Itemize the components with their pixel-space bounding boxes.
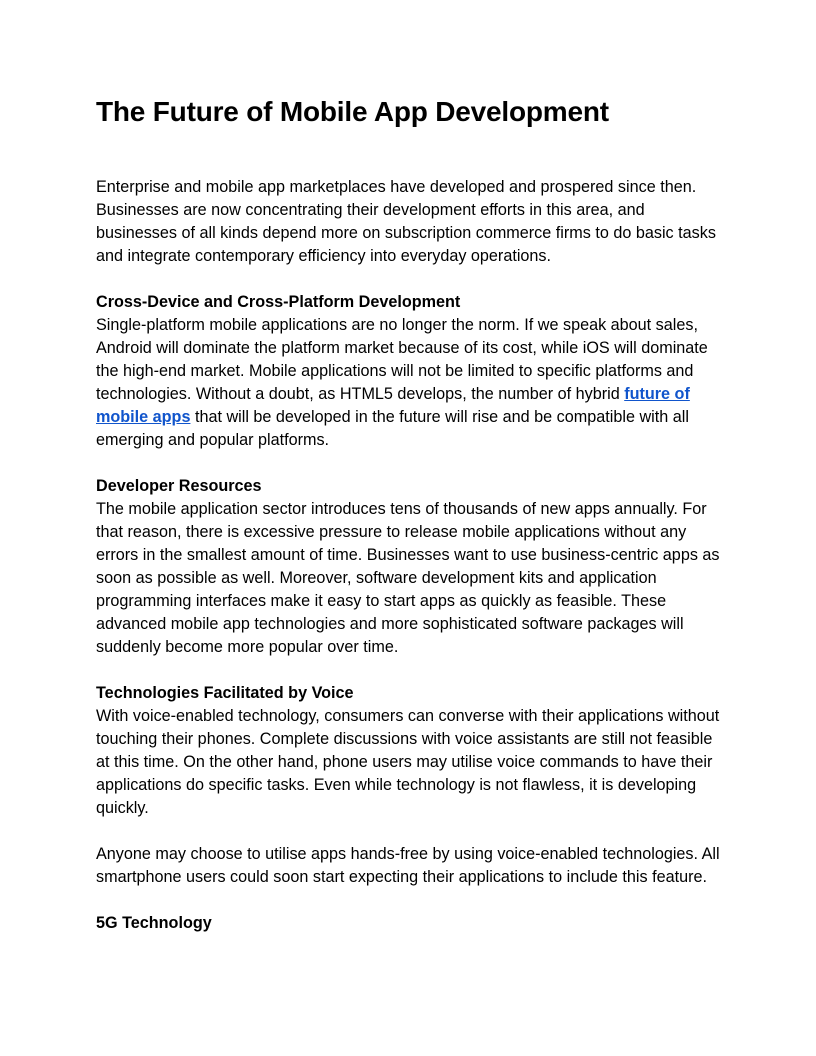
section-body-voice-2: Anyone may choose to utilise apps hands-free by using voice-enabled technologies. All smartphone users could soon start expecting their applications to include this feature. xyxy=(96,845,720,886)
document-title: The Future of Mobile App Development xyxy=(96,96,609,127)
section-body-developer-resources: The mobile application sector introduces tens of thousands of new apps annually. For that reason, there is excessive pressure to release mobile applications without any errors in the smallest amount of time. Businesses want to use business-centric apps as soon as possible as well. Moreover, software development kits and application programming interfaces make it easy to start apps as quickly as feasible. These advanced mobile app technologies and more sophisticated software packages will suddenly become more popular over time. xyxy=(96,500,720,656)
section-heading-cross-device: Cross-Device and Cross-Platform Development xyxy=(96,293,461,311)
body-text-after-link: that will be developed in the future will rise and be compatible with all emerging and popular platforms. xyxy=(96,408,689,449)
section-5g xyxy=(96,912,720,935)
future-of-mobile-apps-link[interactable]: future of mobile apps xyxy=(96,385,690,426)
document-page xyxy=(96,90,720,935)
section-heading-voice: Technologies Facilitated by Voice xyxy=(96,684,354,702)
section-heading-developer-resources: Developer Resources xyxy=(96,477,262,495)
section-voice xyxy=(96,682,720,889)
section-body-voice: With voice-enabled technology, consumers can converse with their applications without touching their phones. Complete discussions with voice assistants are still not feasible at this time. On the other hand, phone users may utilise voice commands to have their applications do specific tasks. Even while technology is not flawless, it is developing quickly. xyxy=(96,707,720,817)
paragraph-spacer xyxy=(96,820,720,843)
section-developer-resources xyxy=(96,475,720,659)
section-body-cross-device xyxy=(96,314,720,452)
intro-paragraph: Enterprise and mobile app marketplaces have developed and prospered since then. Businesses are now concentrating their development efforts in this area, and businesses of all kinds depend more on subscription commerce firms to do basic tasks and integrate contemporary efficiency into everyday operations. xyxy=(96,178,716,265)
section-cross-device xyxy=(96,291,720,452)
section-heading-5g: 5G Technology xyxy=(96,914,212,932)
body-text-before-link: Single-platform mobile applications are no longer the norm. If we speak about sales, Android will dominate the platform market because of its cost, while iOS will dominate the high-end market. Mobile applications will not be limited to specific platforms and technologies. Without a doubt, as HTML5 develops, the number of hybrid xyxy=(96,316,708,403)
